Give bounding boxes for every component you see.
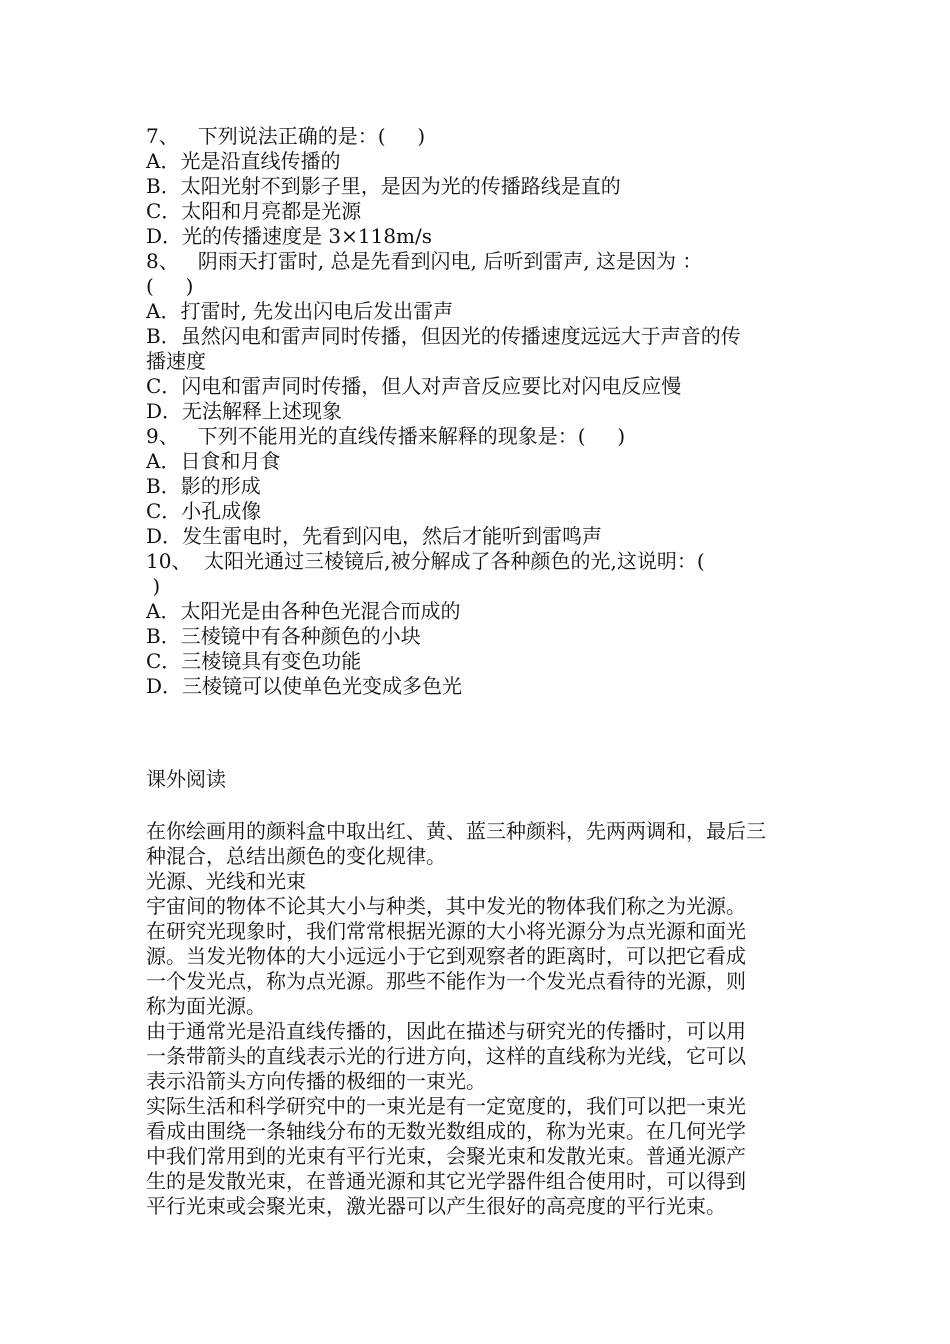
question-stem: 8、 阴雨天打雷时, 总是先看到闪电, 后听到雷声, 这是因为 ： — [146, 249, 703, 273]
spacer — [146, 792, 816, 819]
question-7 — [146, 124, 816, 249]
option-b: B．太阳光射不到影子里，是因为光的传播路线是直的 — [146, 174, 621, 198]
option-a: A．打雷时, 先发出闪电后发出雷声 — [146, 299, 454, 323]
question-stem: 7、 下列说法正确的是：( ) — [146, 124, 426, 148]
paragraph-line: 中我们常用到的光束有平行光束，会聚光束和发散光束。普通光源产 — [146, 1144, 746, 1168]
paragraph-line: 一个发光点，称为点光源。那些不能作为一个发光点看待的光源，则 — [146, 969, 746, 993]
option-c: C．闪电和雷声同时传播，但人对声音反应要比对闪电反应慢 — [146, 374, 682, 398]
paragraph-line: 在你绘画用的颜料盒中取出红、黄、蓝三种颜料，先两两调和，最后三 — [146, 819, 766, 843]
question-stem-continued: ( ) — [146, 274, 194, 298]
option-b: B．三棱镜中有各种颜色的小块 — [146, 624, 421, 648]
paragraph-line: 生的是发散光束，在普通光源和其它光学器件组合使用时，可以得到 — [146, 1169, 746, 1193]
paragraph-line: 称为面光源。 — [146, 994, 266, 1018]
option-a: A．日食和月食 — [146, 449, 281, 473]
paragraph-light-source — [146, 894, 816, 1019]
paragraph-line: 在研究光现象时，我们常常根据光源的大小将光源分为点光源和面光 — [146, 919, 746, 943]
option-b: B．影的形成 — [146, 474, 261, 498]
option-d: D．无法解释上述现象 — [146, 399, 343, 423]
paragraph-line: 由于通常光是沿直线传播的，因此在描述与研究光的传播时，可以用 — [146, 1019, 746, 1043]
option-d: D．三棱镜可以使单色光变成多色光 — [146, 674, 463, 698]
question-9 — [146, 424, 816, 549]
question-10 — [146, 549, 816, 699]
option-d: D．光的传播速度是 3×118m/s — [146, 224, 433, 248]
option-b: B．虽然闪电和雷声同时传播，但因光的传播速度远远大于声音的传 — [146, 324, 741, 348]
paragraph-line: 一条带箭头的直线表示光的行进方向，这样的直线称为光线，它可以 — [146, 1044, 746, 1068]
option-c: C．太阳和月亮都是光源 — [146, 199, 362, 223]
paragraph-line: 宇宙间的物体不论其大小与种类，其中发光的物体我们称之为光源。 — [146, 894, 746, 918]
paragraph-line: 看成由围绕一条轴线分布的无数光数组成的，称为光束。在几何光学 — [146, 1119, 746, 1143]
paragraph-light-ray — [146, 1019, 816, 1094]
option-b-continued: 播速度 — [146, 349, 206, 373]
paragraph-line: 源。当发光物体的大小远远小于它到观察者的距离时，可以把它看成 — [146, 944, 746, 968]
option-c: C．小孔成像 — [146, 499, 262, 523]
option-c: C．三棱镜具有变色功能 — [146, 649, 362, 673]
option-a: A．太阳光是由各种色光混合而成的 — [146, 599, 461, 623]
question-stem-continued: ) — [146, 574, 161, 598]
paragraph-light-beam — [146, 1094, 816, 1219]
reading-subtitle: 光源、光线和光束 — [146, 869, 306, 893]
question-8 — [146, 249, 816, 424]
reading-title: 课外阅读 — [146, 767, 226, 791]
document-body — [146, 124, 816, 1219]
paragraph-line: 种混合，总结出颜色的变化规律。 — [146, 844, 446, 868]
option-a: A．光是沿直线传播的 — [146, 149, 341, 173]
paragraph-line: 实际生活和科学研究中的一束光是有一定宽度的，我们可以把一束光 — [146, 1094, 746, 1118]
question-stem: 10、 太阳光通过三棱镜后,被分解成了各种颜色的光,这说明：( — [146, 549, 705, 573]
paragraph-line: 表示沿箭头方向传播的极细的一束光。 — [146, 1069, 486, 1093]
paragraph-line: 平行光束或会聚光束，激光器可以产生很好的高亮度的平行光束。 — [146, 1194, 726, 1218]
spacer — [146, 699, 816, 759]
question-stem: 9、 下列不能用光的直线传播来解释的现象是：( ) — [146, 424, 626, 448]
reading-activity — [146, 819, 816, 869]
option-d: D．发生雷电时，先看到闪电，然后才能听到雷鸣声 — [146, 524, 603, 548]
